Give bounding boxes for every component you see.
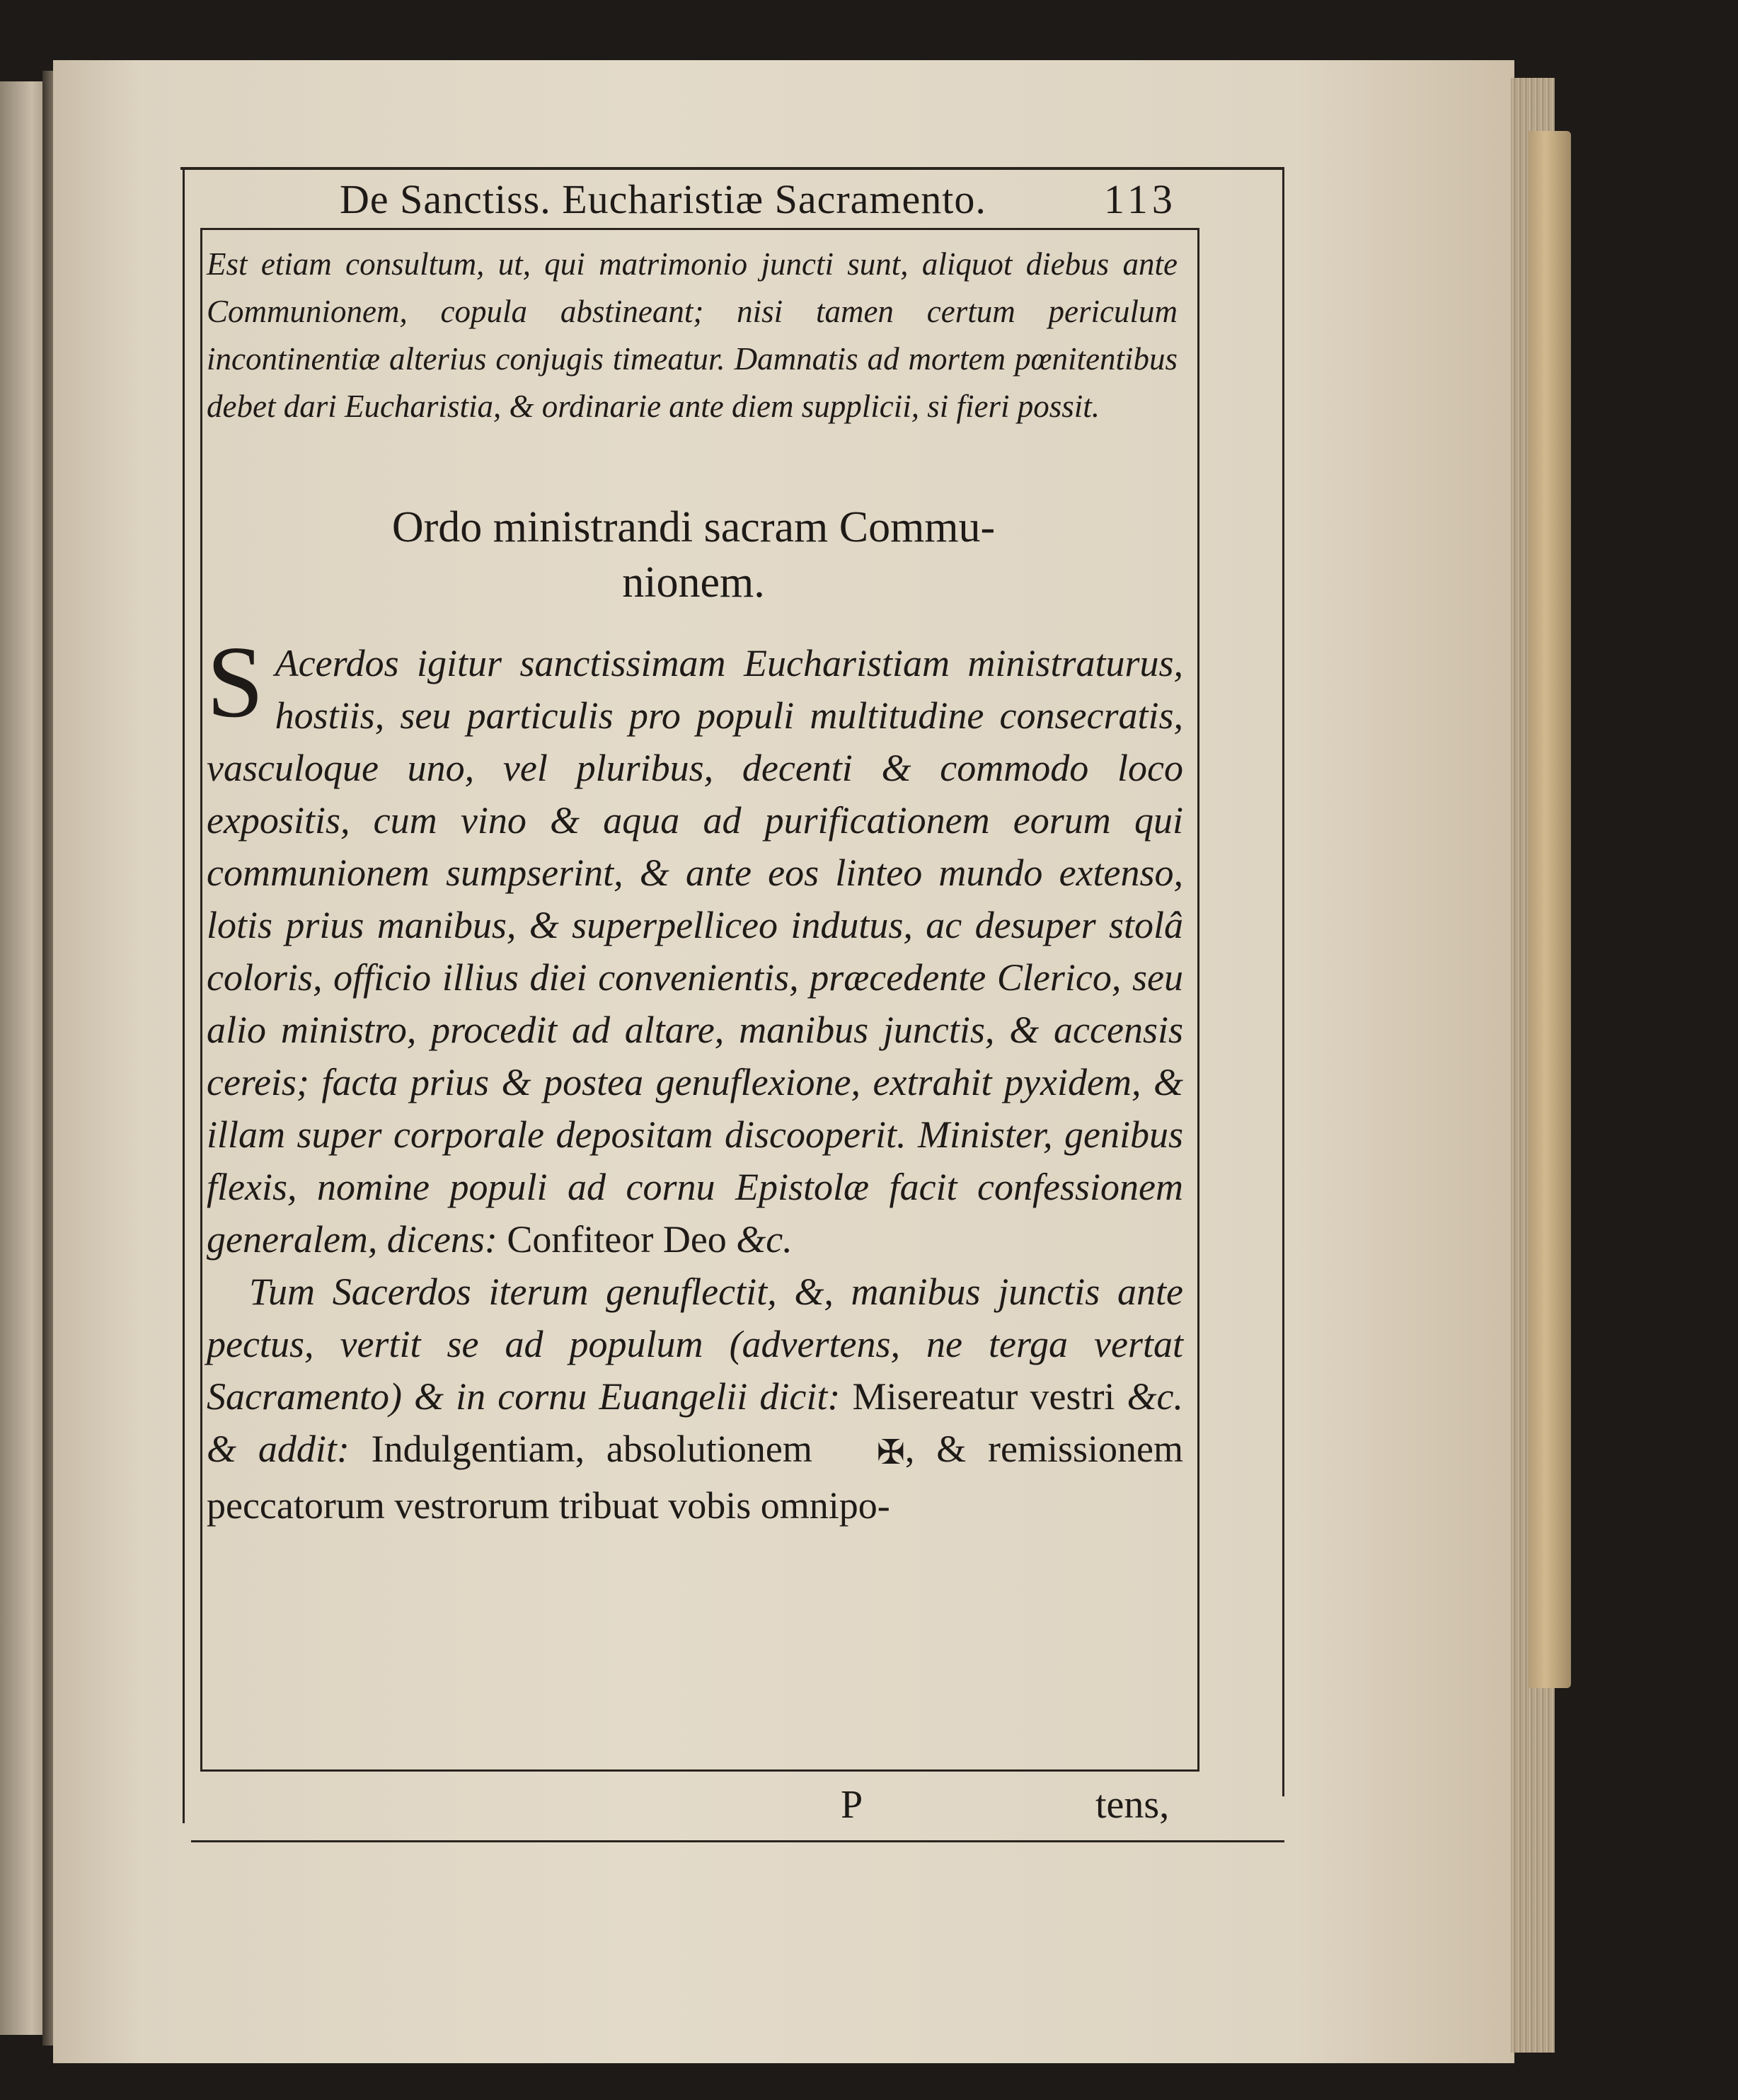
indulgentiam-phrase: Indulgentiam, absolutionem — [371, 1428, 812, 1470]
section-heading — [212, 500, 1175, 610]
paragraph-2 — [207, 1266, 1183, 1532]
top-rule — [180, 167, 1284, 170]
confiteor-phrase: Confiteor Deo — [507, 1218, 727, 1261]
left-rule-outer — [183, 168, 185, 1823]
note-paragraph: Est etiam consultum, ut, qui matrimonio juncti sunt, aliquot diebus ante Communionem, copula abstineant; nisi tamen certum periculum incontinentiæ alterius conjugis timeatur. Damnatis ad mortem pœnitentibus debet dari Eucharistia, & ordinarie ante diem supplicii, si fieri possit. — [207, 246, 1178, 424]
drop-cap: S — [207, 626, 264, 739]
bottom-rule — [191, 1840, 1284, 1842]
running-head: De Sanctiss. Eucharistiæ Sacramento. — [340, 176, 986, 222]
paragraph-1 — [207, 626, 1183, 1266]
cross-icon: ✠ — [876, 1433, 905, 1471]
right-rule-inner — [1197, 228, 1199, 1769]
body-text — [207, 626, 1184, 1532]
paragraph-2-text: Tum Sacerdos iterum genuflectit, &, manibus junctis ante pectus, vertit se ad populum (advertens, ne terga vertat Sacramento) & in cornu Euangelii dicit: — [207, 1270, 1183, 1418]
page-number: 113 — [1104, 176, 1177, 222]
heading-line-1: Ordo ministrandi sacram Commu- — [391, 503, 996, 551]
page-fore-edge — [1529, 131, 1571, 1688]
paragraph-1-text: Acerdos igitur sanctissimam Eucharistiam ministraturus, hostiis, seu particulis pro populi multitudine consecratis, vasculoque uno, vel pluribus, decenti & commodo loco expositis, cum vino & aqua ad purificationem eorum qui communionem sumpserint, & ante eos linteo mundo extenso, lotis prius manibus, & superpelliceo indutus, ac desuper stolâ coloris, officio illius diei convenientis, præcedente Clerico, seu alio ministro, procedit ad altare, manibus junctis, & accensis cereis; facta prius & postea genuflexione, extrahit pyxidem, & illam super corporale depositam discooperit. Minister, genibus flexis, nomine populi ad cornu Epistolæ facit confessionem generalem, dicens: — [207, 642, 1183, 1261]
paragraph-1-end: &c. — [736, 1218, 793, 1261]
text-bottom-rule — [200, 1769, 1199, 1772]
paragraph-2-mid: &c. & addit: — [207, 1375, 1184, 1470]
signature-mark: P — [841, 1783, 863, 1827]
catchword: tens, — [1095, 1783, 1170, 1827]
left-rule-inner — [200, 228, 202, 1769]
heading-line-2: nionem. — [622, 558, 765, 607]
head-rule — [202, 228, 1199, 230]
right-rule-outer — [1282, 168, 1284, 1796]
misereatur-phrase: Misereatur vestri — [852, 1375, 1115, 1418]
remissionem-phrase: , & remissionem peccatorum vestrorum tribuat vobis omnipo- — [207, 1428, 1184, 1527]
